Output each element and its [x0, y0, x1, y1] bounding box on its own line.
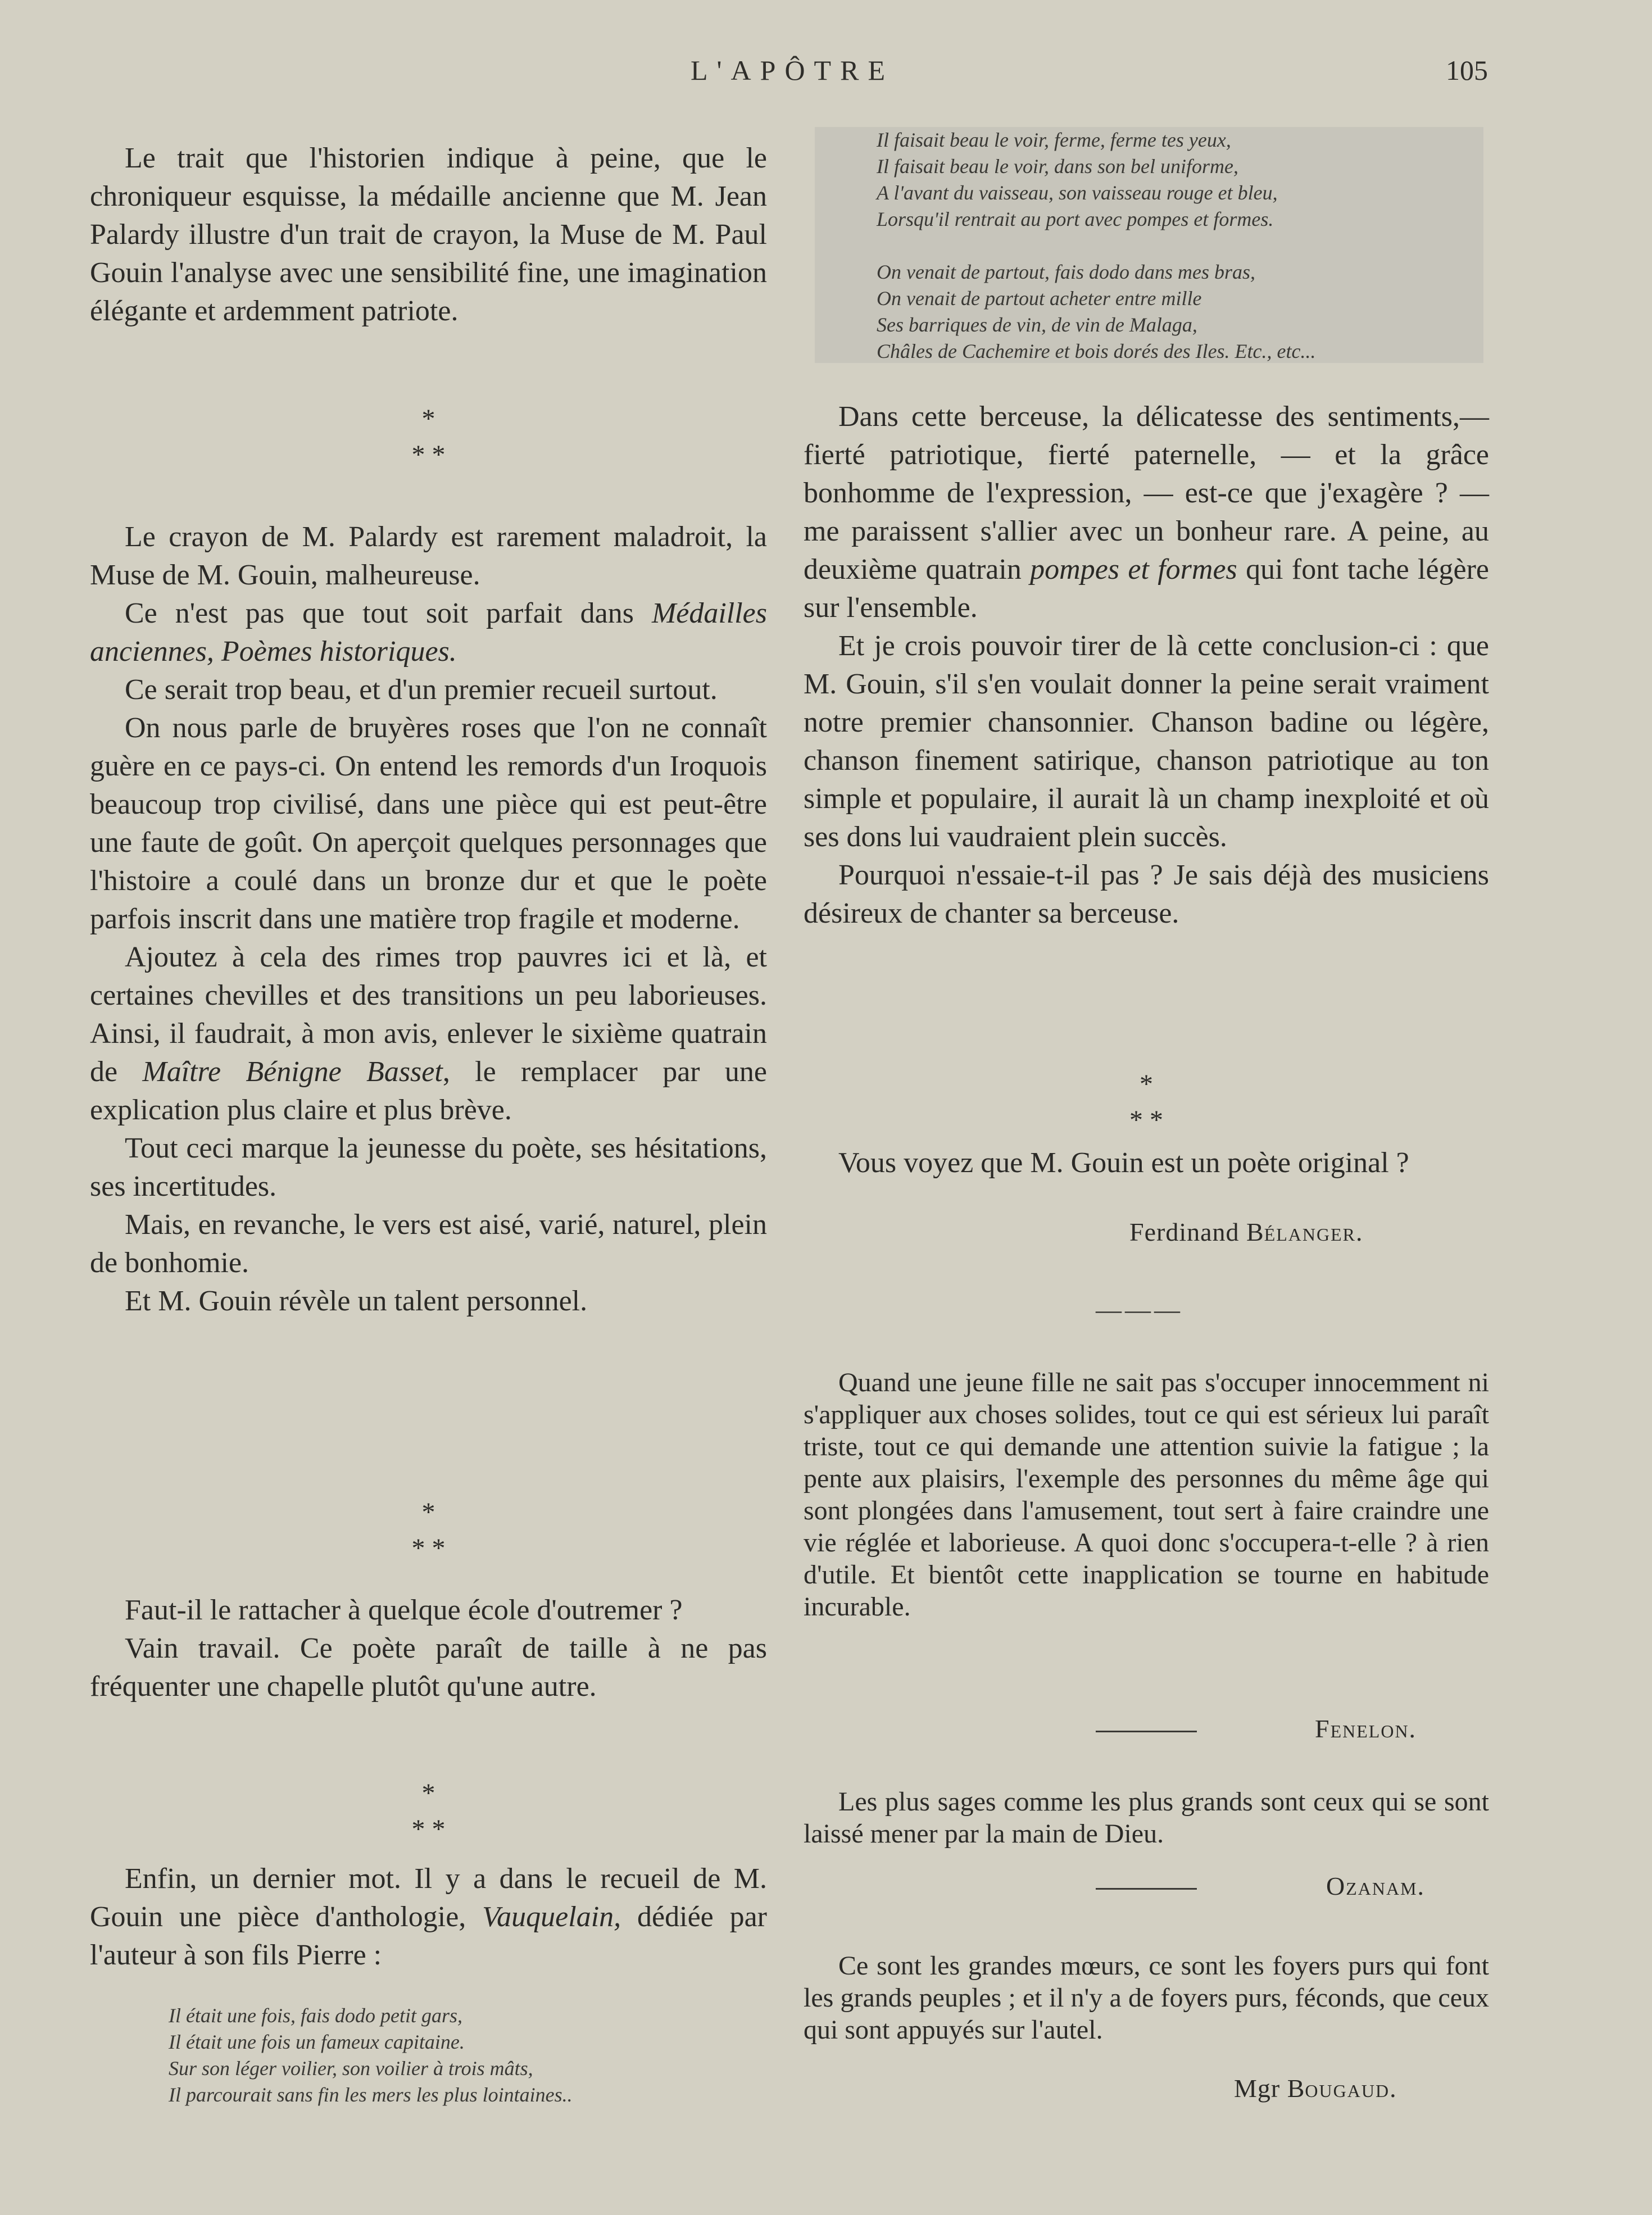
verse-line: Lorsqu'il rentrait au port avec pompes et formes. — [877, 208, 1274, 230]
verse-line: Il parcourait sans fin les mers les plus lointaines.. — [169, 2084, 573, 2106]
quote-fenelon: Quand une jeune fille ne sait pas s'occuper innocemment ni s'appliquer aux choses solides, tout ce qui est sérieux lui paraît triste, tout ce qui demande une attention suivie la fatigue ; la pente aux plaisirs, l'exemple des personnes du même âge qui sont plongées dans l'amusement, tout sert à faire craindre une vie réglée et laborieuse. A quoi donc s'occupera-t-elle ? à rien d'utile. Et bientôt cette inapplication se tourne en habitude incurable. — [804, 1368, 1489, 1622]
verse-line: Châles de Cachemire et bois dorés des Iles. Etc., etc... — [877, 340, 1316, 362]
critique-p7: Mais, en revanche, le vers est aisé, varié, naturel, plein de bonhomie. — [90, 1209, 767, 1279]
quote-dash-1 — [1096, 1731, 1197, 1732]
conclusion-p: Vous voyez que M. Gouin est un poète original ? — [838, 1147, 1409, 1179]
verse-line: Il faisait beau le voir, ferme, ferme tes yeux, — [877, 129, 1231, 151]
verse-line: On venait de partout, fais dodo dans mes bras, — [877, 261, 1255, 283]
critique-p2: Ce n'est pas que tout soit parfait dans Médailles anciennes, Poèmes historiques. — [90, 597, 767, 668]
poem-title: Maître Bénigne Basset — [142, 1056, 443, 1088]
critique-p6: Tout ceci marque la jeunesse du poète, ses hésitations, ses incertitudes. — [90, 1132, 767, 1202]
quote-author-bougaud: Mgr Bougaud. — [1234, 2074, 1397, 2103]
critique-section — [90, 518, 767, 1320]
critique-p1: Le crayon de M. Palardy est rarement maladroit, la Muse de M. Gouin, malheureuse. — [90, 521, 767, 591]
verse-line: Il était une fois, fais dodo petit gars, — [169, 2004, 462, 2027]
analysis-section — [804, 398, 1489, 933]
critique-p3: Ce serait trop beau, et d'un premier recueil surtout. — [125, 674, 718, 706]
verse-line: Il faisait beau le voir, dans son bel uniforme, — [877, 155, 1238, 178]
quote-author-fenelon: Fenelon. — [1315, 1714, 1417, 1743]
school-section — [90, 1591, 767, 1706]
verse-line: Il était une fois un fameux capitaine. — [169, 2031, 465, 2053]
final-section — [90, 1860, 767, 1975]
vauquelain-title: Vauquelain, — [482, 1901, 621, 1933]
book-title: Médailles anciennes, Poèmes historiques. — [90, 597, 767, 668]
verse-line: On venait de partout acheter entre mille — [877, 287, 1202, 310]
analysis-p1: Dans cette berceuse, la délicatesse des sentiments,— fierté patriotique, fierté paternelle, — et la grâce bonhomme de l'expression, — est-ce que j'exagère ? — me paraissent s'allier avec un bonheur rare. A peine, au deuxième quatrain pompes et formes qui font tache légère sur l'ensemble. — [804, 401, 1489, 624]
page-number: 105 — [1446, 55, 1488, 86]
section-divider-2: * * * — [411, 1497, 446, 1563]
separator: ——— — [1096, 1295, 1183, 1324]
section-divider-4: * * * — [1129, 1069, 1163, 1135]
section-divider-1: * * * — [411, 404, 446, 470]
quote-author-ozanam: Ozanam. — [1326, 1872, 1426, 1900]
analysis-p3: Pourquoi n'essaie-t-il pas ? Je sais déjà des musiciens désireux de chanter sa berceuse. — [804, 859, 1489, 929]
quoted-phrase: pompes et formes — [1030, 553, 1237, 585]
quote-dash-2 — [1096, 1888, 1197, 1890]
section-divider-3: * * * — [411, 1778, 446, 1844]
critique-p5: Ajoutez à cela des rimes trop pauvres ici et là, et certaines chevilles et des transitions un peu laborieuses. Ainsi, il faudrait, à mon avis, enlever le sixième quatrain de Maître Bénigne Basset, le remplacer par une explication plus claire et plus brève. — [90, 941, 768, 1126]
verse-line: Ses barriques de vin, de vin de Malaga, — [877, 314, 1197, 336]
intro-paragraph — [90, 139, 767, 330]
verse-vauquelain-1 — [169, 2003, 573, 2108]
running-title: L'APÔTRE — [690, 55, 894, 86]
verse-vauquelain-2 — [815, 127, 1483, 363]
author-signature: Ferdinand Bélanger. — [1129, 1218, 1364, 1246]
verse-line: Sur son léger voilier, son voilier à trois mâts, — [169, 2057, 533, 2080]
final-p1: Enfin, un dernier mot. Il y a dans le recueil de M. Gouin une pièce d'anthologie, Vauquelain, dédiée par l'auteur à son fils Pierre : — [90, 1863, 768, 1971]
school-p1: Faut-il le rattacher à quelque école d'outremer ? — [125, 1594, 683, 1626]
analysis-p2: Et je crois pouvoir tirer de là cette conclusion-ci : que M. Gouin, s'il s'en voulait donner la peine serait vraiment notre premier chansonnier. Chanson badine ou légère, chanson finement satirique, chanson patriotique au ton simple et populaire, il aurait là un champ inexploité et où ses dons lui vaudraient plein succès. — [804, 630, 1489, 853]
intro-text: Le trait que l'historien indique à peine, que le chroniqueur esquisse, la médaille ancienne que M. Jean Palardy illustre d'un trait de crayon, la Muse de M. Paul Gouin l'analyse avec une sensibilité fine, une imagination élégante et ardemment patriote. — [90, 142, 767, 327]
conclusion-section — [804, 1144, 1489, 1182]
quote-ozanam: Les plus sages comme les plus grands sont ceux qui se sont laissé mener par la main de Dieu. — [804, 1787, 1489, 1849]
quote-bougaud: Ce sont les grandes mœurs, ce sont les foyers purs qui font les grands peuples ; et il n'y a de foyers purs, féconds, que ceux qui sont appuyés sur l'autel. — [804, 1951, 1489, 2045]
critique-p8: Et M. Gouin révèle un talent personnel. — [125, 1285, 588, 1317]
school-p2: Vain travail. Ce poète paraît de taille à ne pas fréquenter une chapelle plutôt qu'une autre. — [90, 1632, 767, 1703]
critique-p4: On nous parle de bruyères roses que l'on ne connaît guère en ce pays-ci. On entend les remords d'un Iroquois beaucoup trop civilisé, dans une pièce qui est peut-être une faute de goût. On aperçoit quelques personnages que l'histoire a coulé dans un bronze dur et que le poète parfois inscrit dans une matière trop fragile et moderne. — [90, 712, 767, 935]
verse-line: A l'avant du vaisseau, son vaisseau rouge et bleu, — [877, 181, 1278, 204]
